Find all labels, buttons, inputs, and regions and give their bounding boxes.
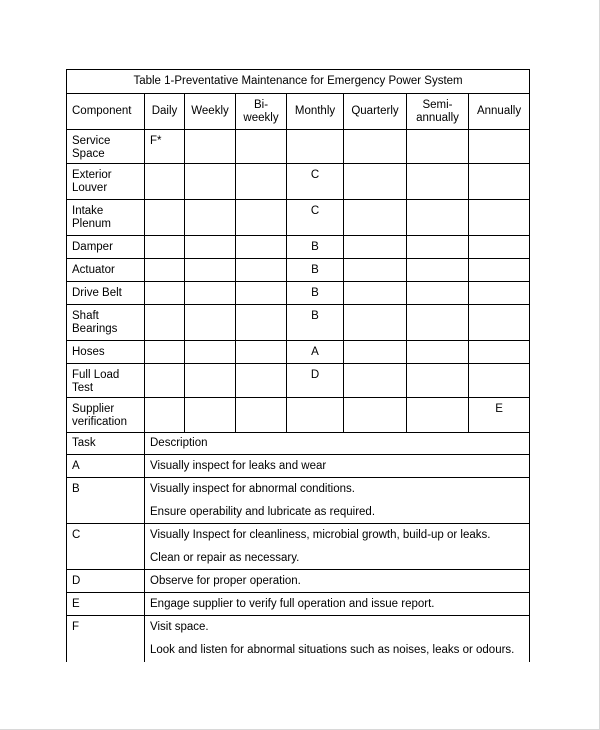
frequency-cell [469,341,530,364]
task-code: E [67,593,145,616]
frequency-cell [407,164,469,200]
frequency-cell [236,164,287,200]
column-header: Semi- annually [407,94,469,130]
frequency-cell [469,164,530,200]
frequency-cell [185,364,236,398]
frequency-cell [407,259,469,282]
component-name: Intake Plenum [67,200,145,236]
frequency-cell [407,200,469,236]
component-name: Hoses [67,341,145,364]
frequency-cell: A [287,341,344,364]
description-line: Visit space. [150,621,209,633]
frequency-cell [287,398,344,433]
frequency-cell [145,282,185,305]
component-name: Supplier verification [67,398,145,433]
component-name: Damper [67,236,145,259]
frequency-cell [236,130,287,164]
frequency-cell [407,236,469,259]
description-line: Look and listen for abnormal situations such as noises, leaks or odours. [150,644,515,656]
task-row [67,524,530,570]
column-header: Monthly [287,94,344,130]
task-row [67,570,530,593]
frequency-cell [344,341,407,364]
component-row [67,259,530,282]
component-name: Exterior Louver [67,164,145,200]
frequency-cell [469,236,530,259]
frequency-cell: C [287,200,344,236]
frequency-cell [185,164,236,200]
frequency-cell [236,341,287,364]
frequency-cell [344,236,407,259]
task-description [145,593,530,616]
frequency-cell [469,130,530,164]
frequency-cell [469,282,530,305]
description-line: Clean or repair as necessary. [150,552,300,564]
task-description [145,478,530,524]
description-line: Visually Inspect for cleanliness, microbial growth, build-up or leaks. [150,529,491,541]
header-row [67,94,530,130]
frequency-cell [145,398,185,433]
frequency-cell [145,364,185,398]
frequency-cell [185,236,236,259]
task-header-row [67,433,530,455]
description-line: Ensure operability and lubricate as required. [150,506,376,518]
component-name: Actuator [67,259,145,282]
frequency-cell [287,130,344,164]
frequency-cell: F* [145,130,185,164]
frequency-cell [344,282,407,305]
task-column-header: Task [67,433,145,455]
frequency-cell [236,398,287,433]
column-header: Component [67,94,145,130]
frequency-cell [469,305,530,341]
frequency-cell [407,364,469,398]
component-row [67,305,530,341]
frequency-cell [344,130,407,164]
frequency-cell [344,398,407,433]
task-row [67,455,530,478]
frequency-cell [236,236,287,259]
frequency-cell [344,305,407,341]
description-line: Visually inspect for leaks and wear [150,460,327,472]
task-description [145,455,530,478]
column-header: Annually [469,94,530,130]
frequency-cell [185,200,236,236]
frequency-cell [145,341,185,364]
frequency-cell [407,282,469,305]
task-code: C [67,524,145,570]
frequency-cell [407,398,469,433]
frequency-cell [236,282,287,305]
frequency-cell: C [287,164,344,200]
component-row [67,341,530,364]
component-row [67,130,530,164]
description-line: Observe for proper operation. [150,575,301,587]
description-line: Visually inspect for abnormal conditions. [150,483,355,495]
task-row [67,478,530,524]
component-row [67,364,530,398]
task-description [145,616,530,662]
component-row [67,282,530,305]
table-title: Table 1-Preventative Maintenance for Emergency Power System [67,70,530,94]
component-row [67,200,530,236]
frequency-cell [236,305,287,341]
frequency-cell [185,282,236,305]
frequency-cell [344,259,407,282]
task-row [67,593,530,616]
task-code: D [67,570,145,593]
component-row [67,398,530,433]
component-row [67,164,530,200]
frequency-cell [145,236,185,259]
column-header: Bi- weekly [236,94,287,130]
column-header: Quarterly [344,94,407,130]
frequency-cell [185,341,236,364]
frequency-cell [145,305,185,341]
frequency-cell [407,341,469,364]
frequency-cell [469,259,530,282]
frequency-cell [185,259,236,282]
frequency-cell: B [287,305,344,341]
component-name: Full Load Test [67,364,145,398]
frequency-cell [145,164,185,200]
maintenance-table [66,69,530,662]
frequency-cell: B [287,259,344,282]
frequency-cell [344,164,407,200]
component-name: Drive Belt [67,282,145,305]
component-name: Service Space [67,130,145,164]
task-code: B [67,478,145,524]
task-description [145,524,530,570]
frequency-cell: E [469,398,530,433]
frequency-cell: B [287,282,344,305]
frequency-cell [236,364,287,398]
frequency-cell [145,200,185,236]
frequency-cell [236,200,287,236]
task-description [145,570,530,593]
component-name: Shaft Bearings [67,305,145,341]
frequency-cell [145,259,185,282]
component-row [67,236,530,259]
frequency-cell [344,364,407,398]
column-header: Daily [145,94,185,130]
frequency-cell [407,305,469,341]
column-header: Weekly [185,94,236,130]
frequency-cell [185,398,236,433]
frequency-cell: B [287,236,344,259]
frequency-cell [344,200,407,236]
frequency-cell [407,130,469,164]
task-code: F [67,616,145,662]
frequency-cell [185,130,236,164]
frequency-cell: D [287,364,344,398]
description-line: Engage supplier to verify full operation and issue report. [150,598,435,610]
frequency-cell [185,305,236,341]
task-code: A [67,455,145,478]
frequency-cell [236,259,287,282]
frequency-cell [469,200,530,236]
task-row [67,616,530,662]
description-column-header: Description [145,433,530,455]
frequency-cell [469,364,530,398]
